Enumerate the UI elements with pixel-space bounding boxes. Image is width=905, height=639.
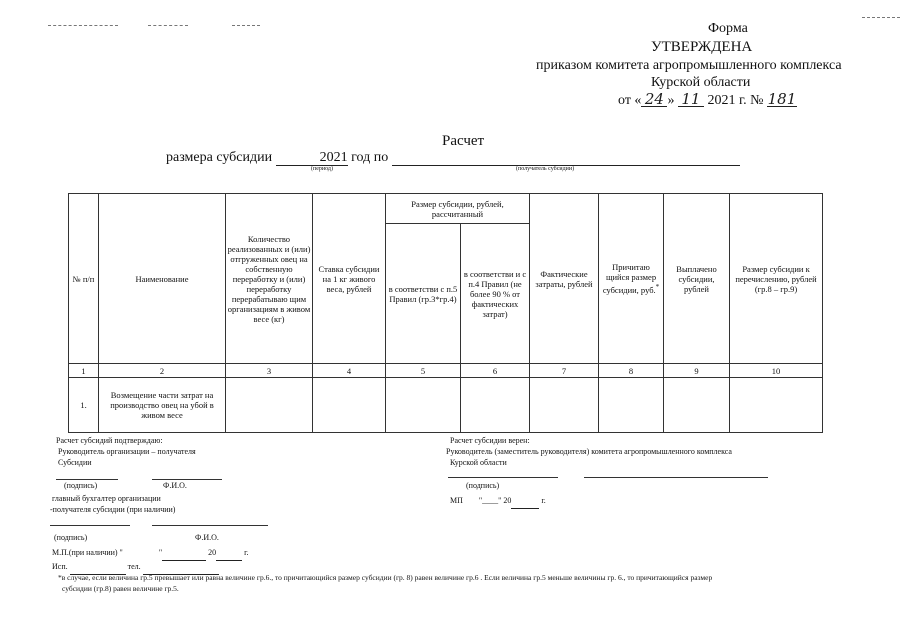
doc-subtitle [166,150,740,166]
org-head-label: Руководитель организации – получателя [58,447,196,456]
header-due-subsidy-text: Причитаю щийся размер субсидии, руб. [602,262,657,295]
day-handwritten: 24 [641,92,667,107]
stamp-date-line [52,546,248,561]
fio-line[interactable] [152,479,222,480]
column-number: 2 [99,364,226,378]
header-quantity: Количество реализованных и (или) отгруженных овец на собственную переработку и (или) переработку перерабатываю щим организациям в живом весе (кг) [226,194,313,364]
header-due-subsidy [599,194,664,364]
scan-mark [232,25,260,26]
column-number: 7 [530,364,599,378]
committee-head-label: Руководитель (заместитель руководителя) комитета агропромышленного комплекса [446,447,732,456]
cell-paid[interactable] [664,378,730,433]
column-number-row [69,364,823,378]
scan-mark [48,25,118,26]
cell-per-p4[interactable] [461,378,530,433]
table-row [69,378,823,433]
accountant-label-2: -получателя субсидии (при наличии) [50,505,176,514]
header-per-p5: в соответстви с п.5 Правил (гр.3*гр.4) [386,224,461,364]
column-number: 3 [226,364,313,378]
header-per-p4: в соответстви и с п.4 Правил (не более 90 % от фактических затрат) [461,224,530,364]
date-prefix: от « [618,93,642,108]
month-handwritten: 11 [678,92,704,107]
scan-mark [862,17,900,18]
committee-stamp-suffix: г. [541,496,546,505]
committee-stamp-date: "____" 20 [478,496,512,505]
region-line: Курской области [651,75,751,90]
committee-stamp-line [450,494,546,509]
scan-mark [148,25,188,26]
committee-signature-line[interactable] [448,477,558,478]
accountant-label: главный бухгалтер организации [52,494,161,503]
column-number: 5 [386,364,461,378]
confirmed-label: Расчет субсидий подтверждаю: [56,436,163,445]
verified-label: Расчет субсидии верен: [450,436,530,445]
subtitle-prefix: размера субсидии [166,150,273,165]
stamp-year: 20 [208,548,217,557]
stamp-label: М.П.(при наличии) " [52,548,123,557]
date-mid: » [667,93,675,108]
committee-region-label: Курской области [450,458,507,467]
period-caption: (период) [311,166,333,172]
year-field: 2021 [276,151,348,166]
approved-label: УТВЕРЖДЕНА [651,39,753,55]
cell-quantity[interactable] [226,378,313,433]
org-head-label-2: Субсидии [58,458,92,467]
committee-stamp-label: МП [450,496,463,505]
signature-caption: (подпись) [64,481,98,490]
cell-actual-costs[interactable] [530,378,599,433]
header-to-transfer: Размер субсидии к перечислению, рублей (гр.8 – гр.9) [730,194,823,364]
order-date-line [618,92,797,109]
column-number: 1 [69,364,99,378]
year-text: 2021 г. № [707,93,764,108]
header-row-1 [69,194,823,224]
cell-due-subsidy[interactable] [599,378,664,433]
column-number: 4 [313,364,386,378]
header-name: Наименование [99,194,226,364]
form-label: Форма [708,21,748,36]
order-line: приказом комитета агропромышленного комплекса [536,58,842,73]
signature-caption-2: (подпись) [54,533,88,542]
subsidy-table [68,193,823,433]
subtitle-mid: год по [351,150,389,165]
cell-rate[interactable] [313,378,386,433]
header-calculated-group: Размер субсидии, рублей, рассчитанный [386,194,530,224]
fio-caption: Ф.И.О. [163,481,187,490]
row-number: 1. [69,378,99,433]
header-paid: Выплачено субсидии, рублей [664,194,730,364]
committee-fio-line[interactable] [584,477,768,478]
cell-per-p5[interactable] [386,378,461,433]
executor-label: Исп. [52,562,68,571]
column-number: 9 [664,364,730,378]
doc-title: Расчет [442,133,485,149]
signature-line-2[interactable] [50,525,130,526]
fio-line-2[interactable] [152,525,268,526]
committee-signature-caption: (подпись) [466,481,500,490]
footnote-line-1: *в случае, если величина гр.5 превышает или равна величине гр.6., то причитающийся размер субсидии (гр. 8) равен величине гр.6 . Если величина гр.5 меньше величины гр. 6., то причитающийся размер [58,573,713,582]
recipient-caption: (получатель субсидии) [516,166,575,172]
signature-line[interactable] [56,479,118,480]
column-number: 8 [599,364,664,378]
footnote-line-2: субсидии (гр.8) равен величине гр.5. [62,584,179,593]
stamp-year-suffix: г. [244,548,249,557]
recipient-field [392,151,740,166]
header-actual-costs: Фактические затраты, рублей [530,194,599,364]
cell-to-transfer[interactable] [730,378,823,433]
fio-caption-2: Ф.И.О. [195,533,219,542]
column-number: 10 [730,364,823,378]
header-rate: Ставка субсидии на 1 кг живого веса, рублей [313,194,386,364]
column-number: 6 [461,364,530,378]
header-num: № п/п [69,194,99,364]
footnote-mark: * [655,283,660,292]
date-quote: " [158,548,163,557]
phone-label: тел. [127,562,141,571]
row-name: Возмещение части затрат на производство овец на убой в живом весе [99,378,226,433]
order-number-handwritten: 181 [767,90,797,108]
